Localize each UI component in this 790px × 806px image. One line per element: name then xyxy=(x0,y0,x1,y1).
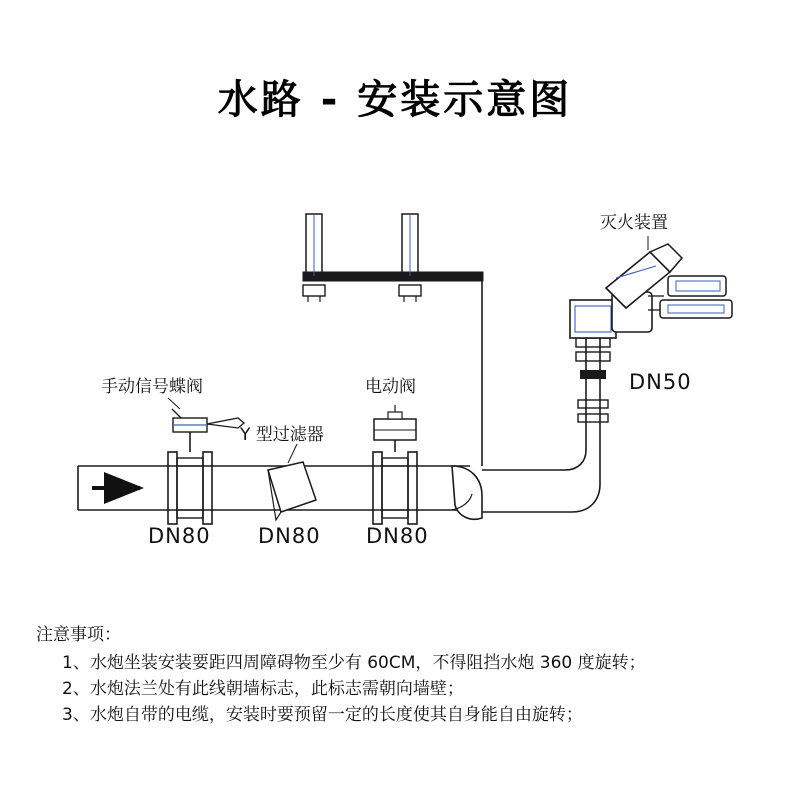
label-electric-valve: 电动阀 xyxy=(365,377,416,397)
manual-butterfly-valve xyxy=(168,398,244,524)
notes-heading: 注意事项： xyxy=(36,625,121,645)
rail-tube-right xyxy=(399,214,421,302)
fire-monitor-device xyxy=(570,236,732,338)
page-title: 水路 - 安装示意图 xyxy=(217,77,573,123)
pipe-elbow xyxy=(452,466,482,519)
label-y-strainer: Y 型过滤器 xyxy=(240,425,324,445)
branch-to-monitor xyxy=(482,420,600,512)
label-manual-butterfly-valve: 手动信号蝶阀 xyxy=(101,377,203,397)
note-item-1: 1、水炮坐装安装要距四周障碍物至少有 60CM，不得阻挡水炮 360 度旋转； xyxy=(62,653,646,673)
notes-block xyxy=(36,622,766,728)
label-dn80-strainer: DN80 xyxy=(258,524,321,548)
label-dn50: DN50 xyxy=(629,370,692,394)
note-item-2: 2、水炮法兰处有此线朝墙标志，此标志需朝向墙壁； xyxy=(62,679,464,699)
label-fire-device: 灭火装置 xyxy=(600,213,668,233)
electric-valve xyxy=(373,405,417,524)
note-item-3: 3、水炮自带的电缆，安装时要预留一定的长度使其自身能自由旋转； xyxy=(62,705,583,725)
label-dn80-butterfly: DN80 xyxy=(148,524,211,548)
rail-tube-left xyxy=(303,214,325,302)
label-dn80-electric: DN80 xyxy=(366,524,429,548)
y-strainer xyxy=(268,444,316,520)
